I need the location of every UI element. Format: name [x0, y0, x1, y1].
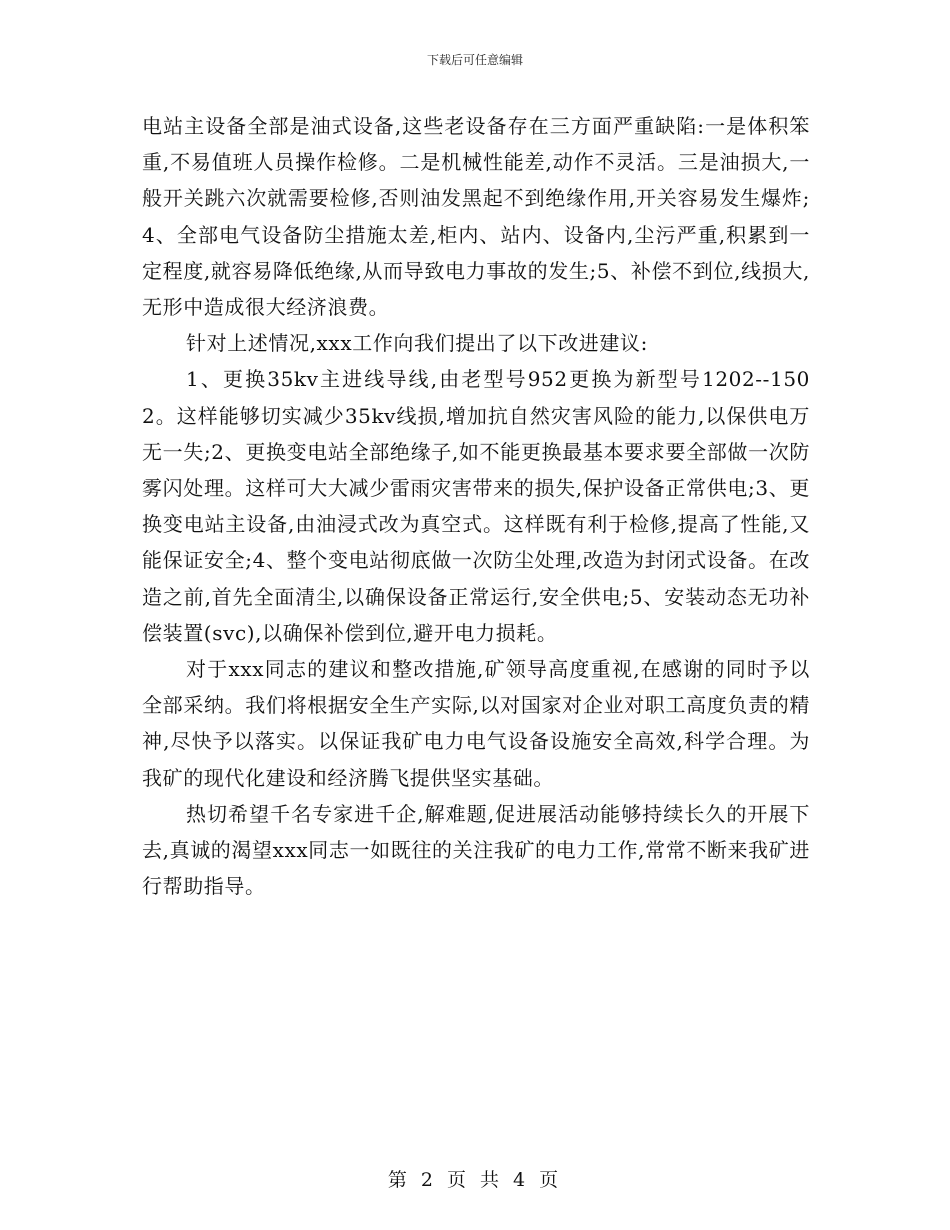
page-number: 第 2 页 共 4 页: [387, 1169, 563, 1191]
paragraph-5: 热切希望千名专家进千企,解难题,促进展活动能够持续长久的开展下去,真诚的渴望xxx同志一如既往的关注我矿的电力工作,常常不断来我矿进行帮助指导。: [142, 801, 810, 899]
header-note: 下载后可任意编辑: [426, 53, 523, 67]
document-body: [142, 108, 810, 904]
paragraph-2: 针对上述情况,xxx工作向我们提出了以下改进建议:: [186, 331, 648, 356]
paragraph-3: 1、更换35kv主进线导线,由老型号952更换为新型号1202--1502。这样能够切实减少35kv线损,增加抗自然灾害风险的能力,以保供电万无一失;2、更换变电站全部绝缘子,如不能更换最基本要求要全部做一次防雾闪处理。这样可大大减少雷雨灾害带来的损失,保护设备正常供电;3、更换变电站主设备,由油浸式改为真空式。这样既有利于检修,提高了性能,又能保证安全;4、整个变电站彻底做一次防尘处理,改造为封闭式设备。在改造之前,首先全面清尘,以确保设备正常运行,安全供电;5、安装动态无功补偿装置(svc),以确保补偿到位,避开电力损耗。: [142, 367, 810, 645]
paragraph-4: 对于xxx同志的建议和整改措施,矿领导高度重视,在感谢的同时予以全部采纳。我们将根据安全生产实际,以对国家对企业对职工高度负责的精神,尽快予以落实。以保证我矿电力电气设备设施安全高效,科学合理。为我矿的现代化建设和经济腾飞提供坚实基础。: [142, 657, 810, 790]
paragraph-1: 电站主设备全部是油式设备,这些老设备存在三方面严重缺陷:一是体积笨重,不易值班人员操作检修。二是机械性能差,动作不灵活。三是油损大,一般开关跳六次就需要检修,否则油发黑起不到绝缘作用,开关容易发生爆炸;4、全部电气设备防尘措施太差,柜内、站内、设备内,尘污严重,积累到一定程度,就容易降低绝缘,从而导致电力事故的发生;5、补偿不到位,线损大,无形中造成很大经济浪费。: [142, 114, 810, 320]
